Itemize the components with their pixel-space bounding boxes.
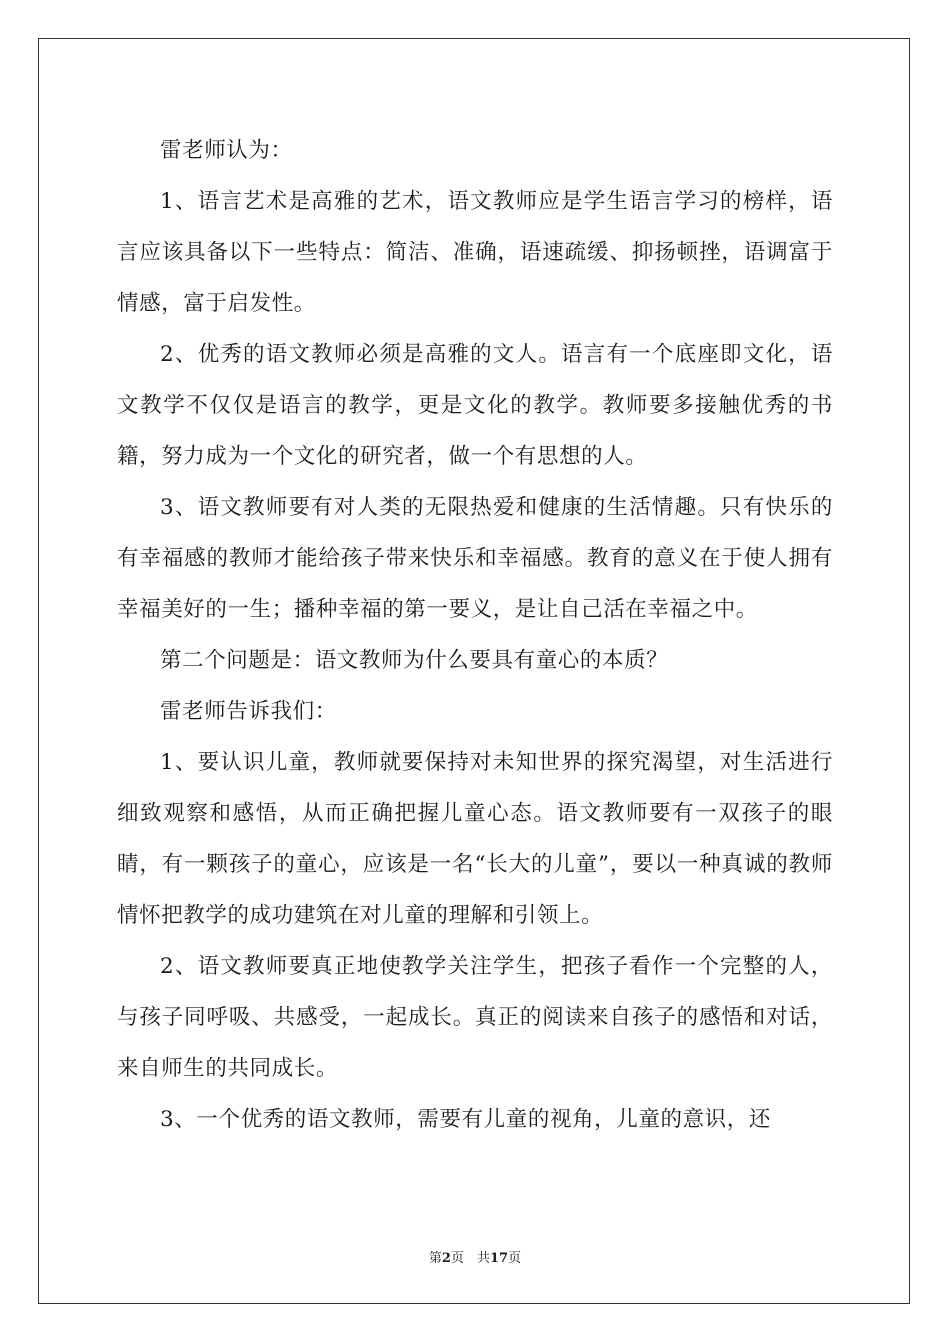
- current-page-number: 2: [441, 1251, 451, 1266]
- total-pages-number: 17: [489, 1251, 509, 1266]
- paragraph: 3、语文教师要有对人类的无限热爱和健康的生活情趣。只有快乐的有幸福感的教师才能给孩子带来快乐和幸福感。教育的意义在于使人拥有幸福美好的一生；播种幸福的第一要义，是让自己活在幸福之中。: [117, 495, 833, 622]
- footer-middle: 页 共: [450, 1251, 490, 1266]
- footer-prefix: 第: [428, 1251, 442, 1266]
- paragraph: 第二个问题是：语文教师为什么要具有童心的本质？: [160, 648, 669, 673]
- paragraph: 雷老师告诉我们：: [160, 699, 337, 724]
- paragraph: 1、要认识儿童，教师就要保持对未知世界的探究渴望，对生活进行细致观察和感悟，从而正确把握儿童心态。语文教师要有一双孩子的眼睛，有一颗孩子的童心，应该是一名“长大的儿童”，要以一种真诚的教师情怀把教学的成功建筑在对儿童的理解和引领上。: [117, 750, 833, 928]
- paragraph: 3、一个优秀的语文教师，需要有儿童的视角，儿童的意识，还: [160, 1107, 771, 1132]
- page-footer: [0, 1247, 950, 1266]
- document-body: [117, 125, 833, 1145]
- paragraph: 2、语文教师要真正地使教学关注学生，把孩子看作一个完整的人，与孩子同呼吸、共感受，一起成长。真正的阅读来自孩子的感悟和对话，来自师生的共同成长。: [117, 954, 833, 1081]
- paragraph: 2、优秀的语文教师必须是高雅的文人。语言有一个底座即文化，语文教学不仅仅是语言的教学，更是文化的教学。教师要多接触优秀的书籍，努力成为一个文化的研究者，做一个有思想的人。: [117, 342, 833, 469]
- paragraph: 雷老师认为：: [160, 138, 293, 163]
- footer-suffix: 页: [508, 1251, 522, 1266]
- paragraph: 1、语言艺术是高雅的艺术，语文教师应是学生语言学习的榜样，语言应该具备以下一些特点：简洁、准确，语速疏缓、抑扬顿挫，语调富于情感，富于启发性。: [117, 189, 833, 316]
